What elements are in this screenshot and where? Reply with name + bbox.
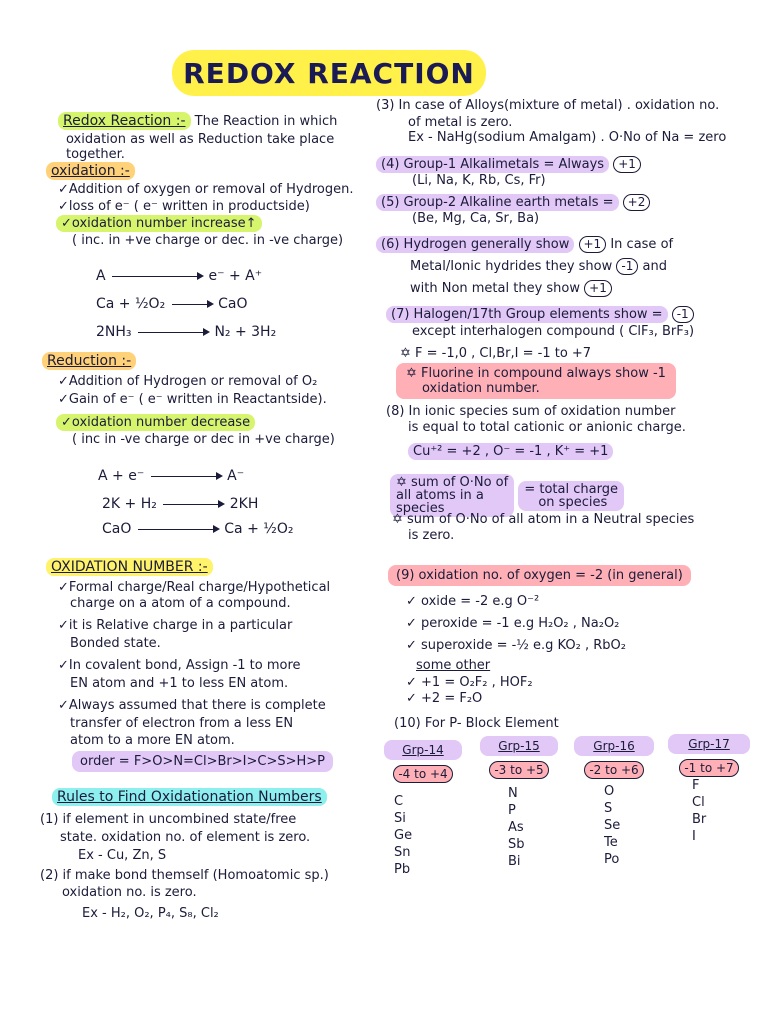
reduction-point-4: ( inc in -ve charge or dec in +ve charge) xyxy=(72,432,335,447)
group-16-element: Se xyxy=(604,818,621,833)
group-16-element: Te xyxy=(604,835,618,850)
rule-1a: (1) if element in uncombined state/free xyxy=(40,812,297,827)
group-15-element: P xyxy=(508,803,516,818)
rule-5b: (Be, Mg, Ca, Sr, Ba) xyxy=(412,211,540,226)
reduction-equation-2: 2K + H₂ 2KH xyxy=(102,496,259,512)
group-16-element: Po xyxy=(604,852,620,867)
group-14-range: -4 to +4 xyxy=(393,765,452,783)
rule-6b: Metal/Ionic hydrides they show xyxy=(410,259,613,274)
oxidation-equation-3: 2NH₃ N₂ + 3H₂ xyxy=(96,324,277,340)
rule-8d: ✡ sum of O·No of xyxy=(396,475,509,490)
on-point-3b: EN atom and +1 to less EN atom. xyxy=(70,676,289,691)
oxidation-equation-1: A e⁻ + A⁺ xyxy=(96,268,263,284)
rule-6b2: and xyxy=(642,259,667,274)
group-17-element: I xyxy=(692,829,696,844)
rule-7c: ✡ F = -1,0 , Cl,Br,I = -1 to +7 xyxy=(400,346,592,361)
hydrogen-value-3: +1 xyxy=(584,280,612,297)
oxidation-point-4: ( inc. in +ve charge or dec. in -ve charge) xyxy=(72,233,344,248)
rule-7a: (7) Halogen/17th Group elements show = xyxy=(386,306,668,323)
rule-2a: (2) if make bond themself (Homoatomic sp.) xyxy=(40,868,329,883)
rule-8f: ✡ sum of O·No of all atom in a Neutral species xyxy=(392,512,695,527)
rule-1c: Ex - Cu, Zn, S xyxy=(78,848,167,863)
rule-9g: ✓ +2 = F₂O xyxy=(406,691,483,706)
hydrogen-value-2: -1 xyxy=(616,258,638,275)
halogen-value: -1 xyxy=(672,306,694,323)
group-15-element: Bi xyxy=(508,854,521,869)
on-point-4c: atom to a more EN atom. xyxy=(70,733,235,748)
rule-3a: (3) In case of Alloys(mixture of metal) . oxidation no. xyxy=(376,98,720,113)
oxidation-heading: oxidation :- xyxy=(46,162,135,180)
hydrogen-value-1: +1 xyxy=(579,236,607,253)
rule-9b: ✓ oxide = -2 e.g O⁻² xyxy=(406,594,540,609)
ionic-charge-examples: Cu⁺² = +2 , O⁻ = -1 , K⁺ = +1 xyxy=(408,443,613,460)
rule-3c: Ex - NaHg(sodium Amalgam) . O·No of Na = zero xyxy=(408,130,727,145)
redox-def-3: together. xyxy=(66,147,125,162)
rule-5a: (5) Group-2 Alkaline earth metals = xyxy=(376,194,619,211)
rule-7d: ✡ Fluorine in compound always show -1 xyxy=(406,366,666,381)
oxidation-point-3: ✓oxidation number increase↑ xyxy=(56,215,262,232)
rule-6a: (6) Hydrogen generally show xyxy=(376,236,574,253)
oxidation-equation-2: Ca + ½O₂ CaO xyxy=(96,296,248,312)
rule-2b: oxidation no. is zero. xyxy=(62,885,197,900)
rule-4a: (4) Group-1 Alkalimetals = Always xyxy=(376,156,609,173)
rule-9e: some other xyxy=(416,658,491,673)
group-14-element: C xyxy=(394,794,404,809)
rule-3b: of metal is zero. xyxy=(408,115,513,130)
on-point-3a: ✓In covalent bond, Assign -1 to more xyxy=(58,658,301,673)
on-point-1a: ✓Formal charge/Real charge/Hypothetical xyxy=(58,580,331,595)
rule-8d3: species xyxy=(396,501,445,516)
group-16-element: O xyxy=(604,784,615,799)
rule-2c: Ex - H₂, O₂, P₄, S₈, Cl₂ xyxy=(82,906,219,921)
rule-6a2: In case of xyxy=(610,237,674,252)
rule-8b: is equal to total cationic or anionic charge. xyxy=(408,420,686,435)
on-point-2a: ✓it is Relative charge in a particular xyxy=(58,618,293,633)
group-17-element: Cl xyxy=(692,795,705,810)
group-14-column xyxy=(384,740,462,878)
on-point-4b: transfer of electron from a less EN xyxy=(70,716,294,731)
rule-9d: ✓ superoxide = -½ e.g KO₂ , RbO₂ xyxy=(406,638,626,653)
group-16-element: S xyxy=(604,801,613,816)
reduction-equation-1: A + e⁻ A⁻ xyxy=(98,468,245,484)
rule-7b: except interhalogen compound ( ClF₃, BrF₃) xyxy=(412,324,695,339)
group-14-element: Ge xyxy=(394,828,413,843)
group-14-element: Sn xyxy=(394,845,411,860)
reduction-heading: Reduction :- xyxy=(42,352,136,370)
rule-4b: (Li, Na, K, Rb, Cs, Fr) xyxy=(412,173,546,188)
rule-10: (10) For P- Block Element xyxy=(394,716,559,731)
alkaline-earth-oxidation-value: +2 xyxy=(623,194,651,211)
rule-8e2: on species xyxy=(538,494,608,510)
redox-def-1: The Reaction in which xyxy=(194,114,338,129)
oxidation-point-2: ✓loss of e⁻ ( e⁻ written in productside) xyxy=(58,199,310,214)
reduction-equation-3: CaO Ca + ½O₂ xyxy=(102,521,294,537)
group-15-column xyxy=(480,736,558,870)
rule-7e: oxidation number. xyxy=(422,381,540,396)
group-17-column xyxy=(668,734,750,845)
page-title: REDOX REACTION xyxy=(172,50,486,96)
oxidation-point-1: ✓Addition of oxygen or removal of Hydrogen. xyxy=(58,182,354,197)
group-14-name: Grp-14 xyxy=(384,740,462,760)
redox-def-2: oxidation as well as Reduction take place xyxy=(66,132,335,147)
group-16-range: -2 to +6 xyxy=(584,761,643,779)
oxidation-number-heading: OXIDATION NUMBER :- xyxy=(46,558,213,576)
on-point-2b: Bonded state. xyxy=(70,636,161,651)
rule-8e: = total charge xyxy=(524,481,618,497)
reduction-point-1: ✓Addition of Hydrogen or removal of O₂ xyxy=(58,374,318,389)
group-17-element: Br xyxy=(692,812,707,827)
group-15-element: Sb xyxy=(508,837,525,852)
group-17-range: -1 to +7 xyxy=(679,759,738,777)
rule-9f: ✓ +1 = O₂F₂ , HOF₂ xyxy=(406,675,533,690)
rule-8d-block xyxy=(390,474,624,517)
reduction-point-3: ✓oxidation number decrease xyxy=(56,414,255,431)
rule-7d-highlight xyxy=(396,363,676,399)
group-14-element: Pb xyxy=(394,862,411,877)
electronegativity-order: order = F>O>N=Cl>Br>I>C>S>H>P xyxy=(72,751,333,772)
redox-heading: Redox Reaction :- xyxy=(58,112,191,130)
group-16-name: Grp-16 xyxy=(574,736,654,756)
reduction-point-2: ✓Gain of e⁻ ( e⁻ written in Reactantside). xyxy=(58,392,327,407)
on-point-4a: ✓Always assumed that there is complete xyxy=(58,698,326,713)
group-14-element: Si xyxy=(394,811,406,826)
group-17-element: F xyxy=(692,778,700,793)
group-16-column xyxy=(574,736,654,868)
group-15-element: As xyxy=(508,820,524,835)
group-15-range: -3 to +5 xyxy=(489,761,548,779)
on-point-1b: charge on a atom of a compound. xyxy=(70,596,291,611)
rule-8g: is zero. xyxy=(408,528,455,543)
rule-8d2: all atoms in a xyxy=(396,488,484,503)
rule-1b: state. oxidation no. of element is zero. xyxy=(60,830,311,845)
group-17-name: Grp-17 xyxy=(668,734,750,754)
rule-8a: (8) In ionic species sum of oxidation number xyxy=(386,404,676,419)
group-15-element: N xyxy=(508,786,518,801)
rule-6c: with Non metal they show xyxy=(410,281,580,296)
group-15-name: Grp-15 xyxy=(480,736,558,756)
rules-heading: Rules to Find Oxidationation Numbers xyxy=(52,788,327,806)
rule-9c: ✓ peroxide = -1 e.g H₂O₂ , Na₂O₂ xyxy=(406,616,620,631)
alkali-oxidation-value: +1 xyxy=(613,156,641,173)
rule-9a: (9) oxidation no. of oxygen = -2 (in general) xyxy=(388,565,691,586)
